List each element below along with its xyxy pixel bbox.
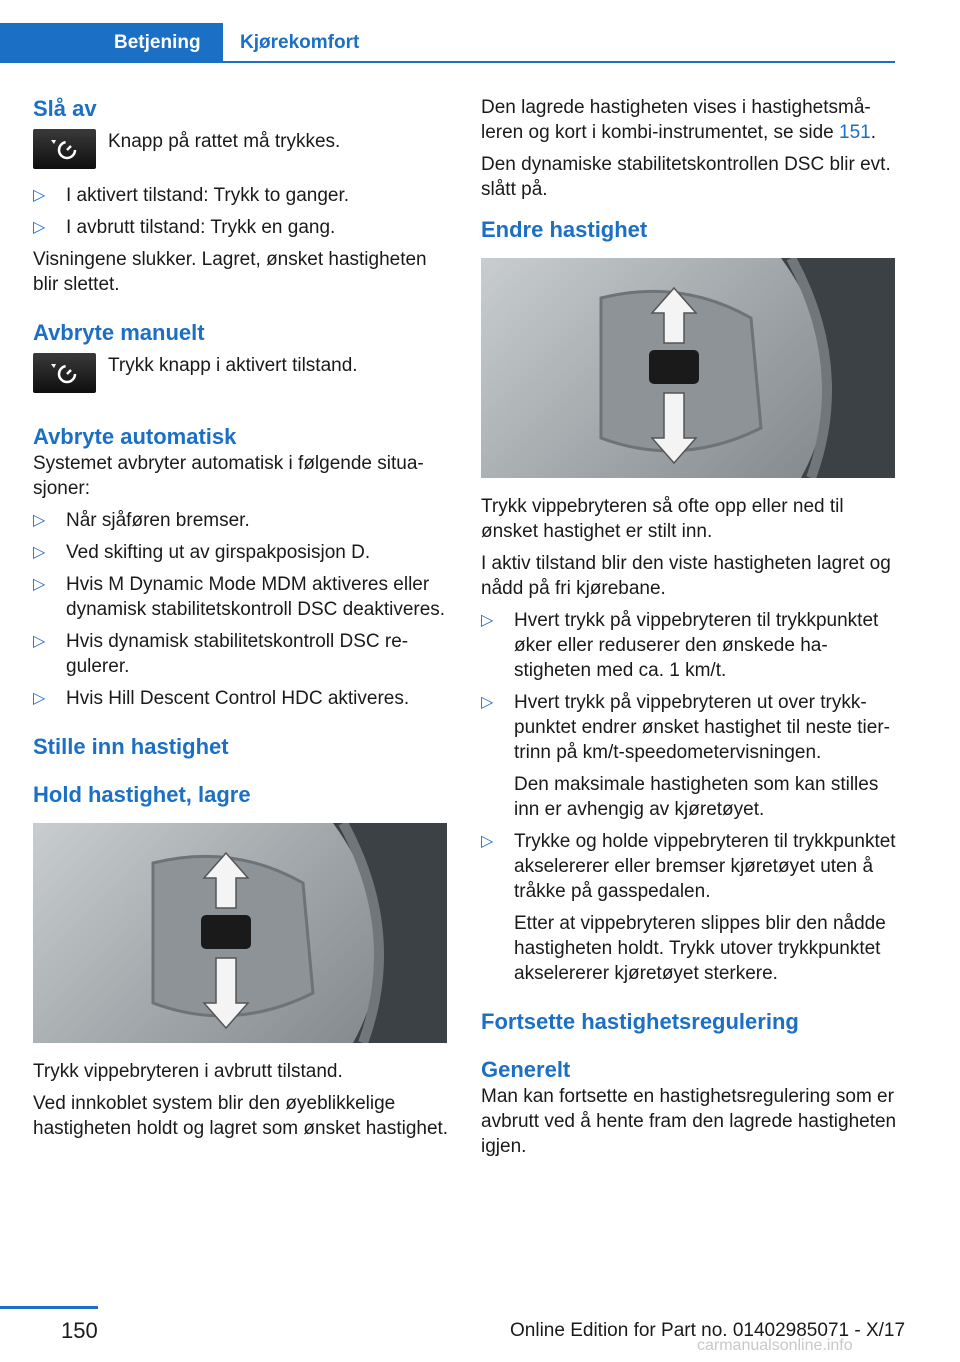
endre-list (481, 608, 897, 986)
cruise-control-button-icon (33, 129, 96, 169)
triangle-bullet-icon: ▷ (33, 219, 46, 236)
endre-p1: Trykk vippebryteren så ofte opp eller ned til ønsket hastighet er stilt inn. (481, 496, 844, 542)
right-p1: Den lagrede hastigheten vises i hastighetsmåleren og kort i kombi-instrumentet, se side 151. (481, 97, 876, 143)
cruise-control-button-icon (33, 353, 96, 393)
list-item: ▷ Hvis dynamisk stabilitetskontroll DSC regulerer. (33, 631, 409, 677)
list-item: ▷ I aktivert tilstand: Trykk to ganger. (33, 185, 350, 206)
heading-endre-hastighet: Endre hastighet (481, 217, 648, 242)
steering-wheel-rocker-photo (481, 258, 895, 478)
heading-generelt: Generelt (481, 1057, 571, 1082)
heading-stille-inn: Stille inn hastighet (33, 734, 229, 759)
page-link[interactable]: 151 (839, 122, 871, 143)
auto-list (33, 508, 449, 711)
hold-p2: Ved innkoblet system blir den øyeblikkelige hastigheten holdt og lagret som ønsket hastighet. (33, 1093, 449, 1139)
heading-avbryte-automatisk: Avbryte automatisk (33, 424, 237, 449)
triangle-bullet-icon: ▷ (481, 612, 494, 629)
triangle-bullet-icon: ▷ (33, 544, 46, 561)
steering-wheel-rocker-photo (33, 823, 447, 1043)
list-item-note: Etter at vippebryteren slippes blir den nådde hastigheten holdt. Trykk utover trykkpunktet akselererer kjøretøyet sterkere. (514, 913, 886, 984)
triangle-bullet-icon: ▷ (33, 576, 46, 593)
list-item: ▷ Hvis Hill Descent Control HDC aktiveres. (33, 688, 410, 709)
heading-fortsette: Fortsette hastighetsregulering (481, 1009, 799, 1034)
avbryte-auto-text: Systemet avbryter automatisk i følgende situasjoner: (33, 453, 424, 499)
watermark: carmanualsonline.info (697, 1337, 853, 1354)
hold-p1: Trykk vippebryteren i avbrutt tilstand. (33, 1061, 343, 1082)
edition-text: Online Edition for Part no. 01402985071 - X/17 (510, 1320, 906, 1341)
list-item: ▷ Hvert trykk på vippebryteren ut over trykkpunktet endrer ønsket hastighet til neste tier-trinn på km/t-speedometervisningen. Den maksimale hastigheten som kan stilles inn er avhengig av kjøretøyet. (481, 690, 897, 822)
heading-avbryte-manuelt: Avbryte manuelt (33, 320, 205, 345)
sla-av-row (33, 129, 449, 169)
list-item: ▷ Trykke og holde vippebryteren til trykkpunktet akselererer eller bremser kjøretøyet uten å tråkke på gasspedalen. Etter at vippebryteren slippes blir den nådde hastigheten holdt. Trykk utover trykkpunktet akselererer kjøretøyet sterkere. (481, 831, 896, 984)
triangle-bullet-icon: ▷ (481, 833, 494, 850)
tab-kjorekomfort[interactable]: Kjørekomfort (240, 32, 360, 53)
page-number: 150 (61, 1318, 98, 1343)
list-item: ▷ Ved skifting ut av girspakposisjon D. (33, 542, 371, 563)
right-column (481, 95, 897, 1166)
tab-betjening[interactable]: Betjening (0, 23, 223, 63)
sla-av-text: Knapp på rattet må trykkes. (108, 131, 341, 152)
generelt-text: Man kan fortsette en hastighetsregulering som er avbrutt ved å hente fram den lagrede hastigheten igjen. (481, 1086, 897, 1157)
triangle-bullet-icon: ▷ (33, 187, 46, 204)
list-item: ▷ Hvert trykk på vippebryteren til trykkpunktet øker eller reduserer den ønskede hastigheten med ca. 1 km/t. (481, 610, 879, 681)
heading-hold-hastighet: Hold hastighet, lagre (33, 782, 251, 807)
triangle-bullet-icon: ▷ (481, 694, 494, 711)
list-item-note: Den maksimale hastigheten som kan stilles inn er avhengig av kjøretøyet. (514, 774, 879, 820)
footer-rule (0, 1306, 98, 1309)
avbryte-manuelt-row (33, 353, 449, 393)
right-p2: Den dynamiske stabilitetskontrollen DSC blir evt. slått på. (481, 154, 891, 200)
heading-sla-av: Slå av (33, 96, 97, 121)
triangle-bullet-icon: ▷ (33, 690, 46, 707)
sla-av-list (33, 183, 449, 240)
list-item: ▷ I avbrutt tilstand: Trykk en gang. (33, 217, 336, 238)
header-rule (0, 61, 895, 63)
list-item: ▷ Når sjåføren bremser. (33, 510, 250, 531)
triangle-bullet-icon: ▷ (33, 512, 46, 529)
list-item: ▷ Hvis M Dynamic Mode MDM aktiveres eller dynamisk stabilitetskontroll DSC deaktiveres. (33, 574, 446, 620)
endre-p2: I aktiv tilstand blir den viste hastigheten lagret og nådd på fri kjørebane. (481, 553, 891, 599)
left-column (33, 95, 449, 1148)
triangle-bullet-icon: ▷ (33, 633, 46, 650)
avbryte-manuelt-text: Trykk knapp i aktivert tilstand. (108, 355, 358, 376)
chapter-header (0, 0, 960, 64)
sla-av-after: Visningene slukker. Lagret, ønsket hastigheten blir slettet. (33, 249, 427, 295)
